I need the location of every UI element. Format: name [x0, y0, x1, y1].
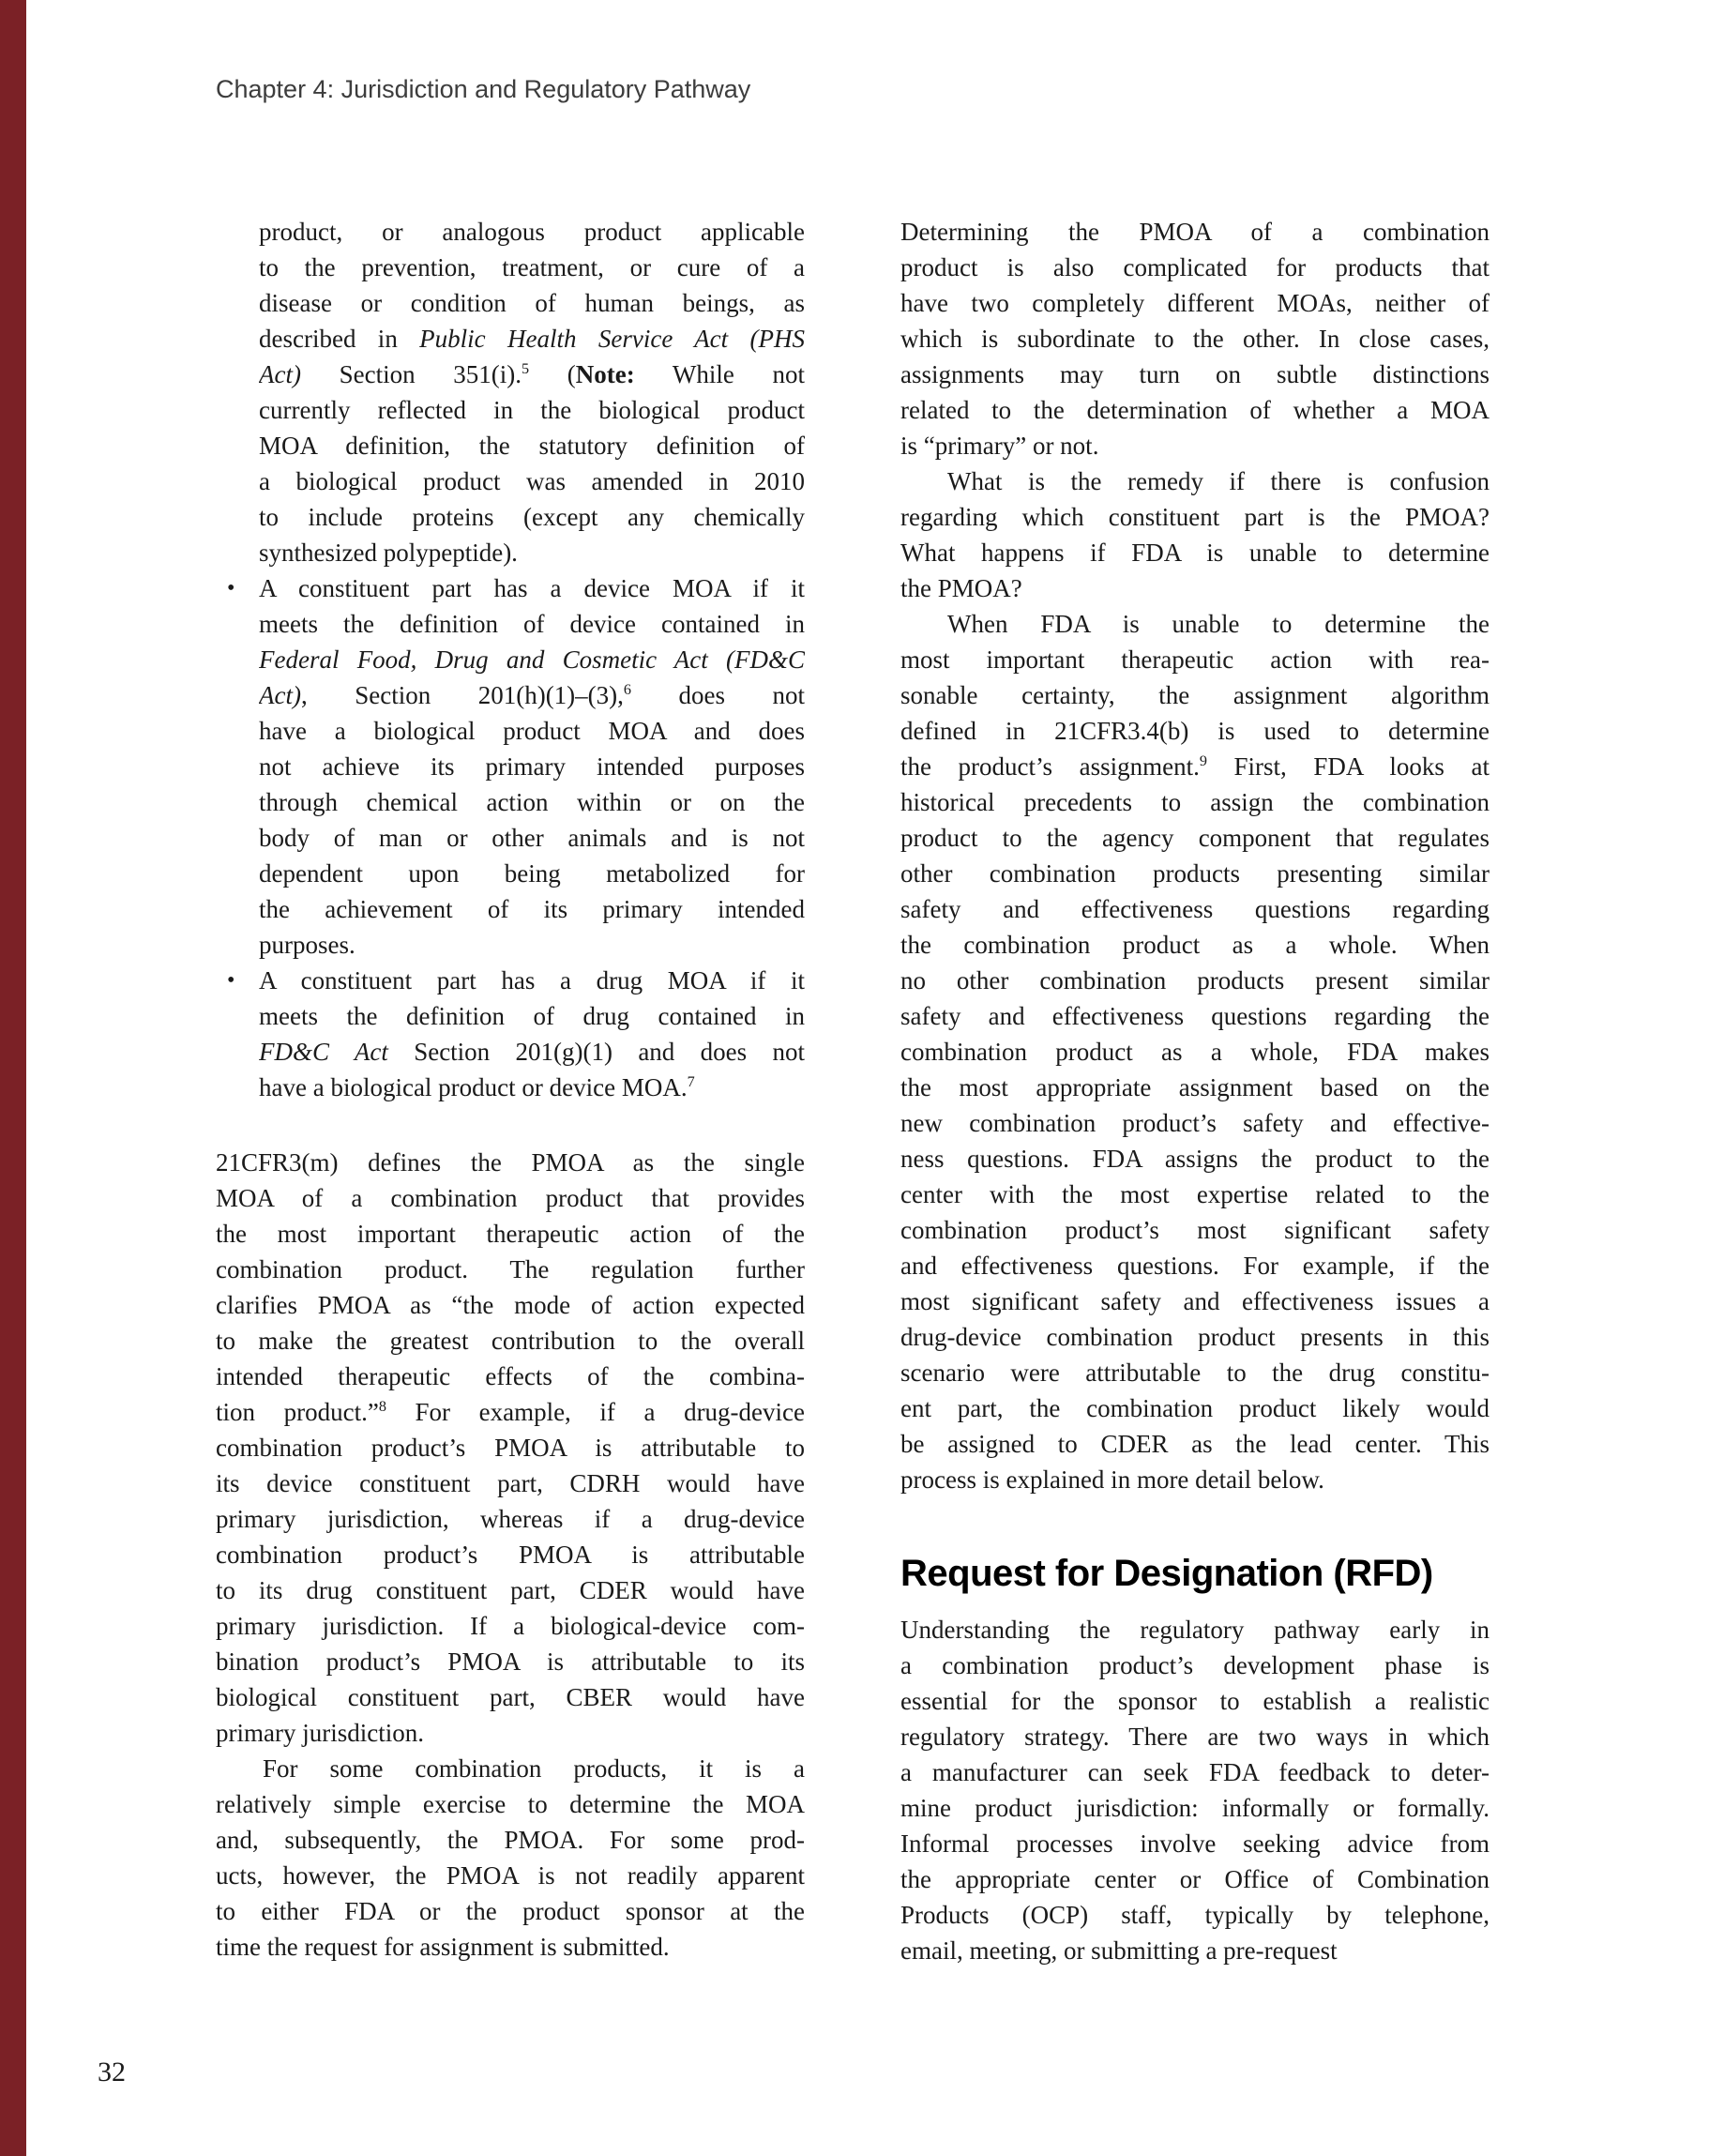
text-line: to either FDA or the product sponsor at the [216, 1897, 805, 1925]
text-line: described in Public Health Service Act (PHS [259, 325, 805, 353]
text-line: MOA definition, the statutory definition of [259, 432, 805, 460]
running-header: Chapter 4: Jurisdiction and Regulatory Pathway [216, 75, 751, 103]
text-line: related to the determination of whether a MOA [900, 396, 1490, 424]
text-line: primary jurisdiction. If a biological-device com- [216, 1612, 805, 1640]
text-line: mine product jurisdiction: informally or formally. [900, 1794, 1490, 1822]
text-line: safety and effectiveness questions regarding the [900, 1002, 1490, 1030]
right-column [900, 214, 1490, 1968]
paragraph-gap [900, 1497, 1490, 1552]
text-line: no other combination products present similar [900, 966, 1490, 994]
text-line: What is the remedy if there is confusion [947, 467, 1490, 495]
text-line: combination product. The regulation further [216, 1255, 805, 1283]
paragraph [900, 606, 1490, 1497]
text-line: meets the definition of drug contained in [259, 1002, 805, 1030]
text-line: its device constituent part, CDRH would have [216, 1469, 805, 1497]
text-line: Federal Food, Drug and Cosmetic Act (FD&C [259, 645, 805, 674]
text-line: relatively simple exercise to determine the MOA [216, 1790, 805, 1818]
text-line: time the request for assignment is submitted. [216, 1933, 670, 1961]
text-line: currently reflected in the biological product [259, 396, 805, 424]
text-line: the most important therapeutic action of the [216, 1220, 805, 1248]
page-number: 32 [98, 2057, 126, 2088]
text-line: scenario were attributable to the drug constitu- [900, 1359, 1490, 1387]
text-line: the achievement of its primary intended [259, 895, 805, 923]
bullet-item [216, 570, 805, 963]
text-line: process is explained in more detail below. [900, 1465, 1324, 1494]
text-line: ent part, the combination product likely would [900, 1394, 1490, 1422]
text-line: a combination product’s development phase is [900, 1651, 1490, 1679]
paragraph-gap [900, 1595, 1490, 1612]
text-line: bination product’s PMOA is attributable to its [216, 1647, 805, 1676]
text-line: the combination product as a whole. When [900, 931, 1490, 959]
text-line: a biological product was amended in 2010 [259, 467, 805, 495]
text-line: disease or condition of human beings, as [259, 289, 805, 317]
text-line: have two completely different MOAs, neither of [900, 289, 1490, 317]
text-line: 21CFR3(m) defines the PMOA as the single [216, 1148, 805, 1177]
text-line: primary jurisdiction. [216, 1719, 424, 1747]
paragraph-gap [216, 1105, 805, 1145]
text-line: MOA of a combination product that provides [216, 1184, 805, 1212]
text-line: clarifies PMOA as “the mode of action expected [216, 1291, 805, 1319]
text-line: the product’s assignment.$^9$ First, FDA looks at [900, 752, 1490, 781]
text-line: essential for the sponsor to establish a realistic [900, 1687, 1490, 1715]
text-line: Understanding the regulatory pathway early in [900, 1616, 1490, 1644]
text-line: drug-device combination product presents in this [900, 1323, 1490, 1351]
text-line: assignments may turn on subtle distinctions [900, 360, 1490, 388]
paragraph [900, 1612, 1490, 1968]
text-line: have a biological product MOA and does [259, 717, 805, 745]
text-line: When FDA is unable to determine the [947, 610, 1490, 638]
left-column [216, 214, 805, 1965]
text-line: What happens if FDA is unable to determine [900, 539, 1490, 567]
text-line: Act), Section 201(h)(1)–(3),$^6$ does not [259, 681, 805, 709]
text-line: FD&C Act Section 201(g)(1) and does not [259, 1038, 805, 1066]
text-line: synthesized polypeptide). [259, 539, 518, 567]
text-line: most significant safety and effectiveness issues a [900, 1287, 1490, 1315]
text-line: combination product’s PMOA is attributable to [216, 1434, 805, 1462]
text-line: Act) Section 351(i).$^5$ (Note: While not [259, 360, 805, 388]
text-line: body of man or other animals and is not [259, 824, 805, 852]
text-line: defined in 21CFR3.4(b) is used to determine [900, 717, 1490, 745]
text-line: sonable certainty, the assignment algorithm [900, 681, 1490, 709]
text-line: and, subsequently, the PMOA. For some prod- [216, 1826, 805, 1854]
text-line: combination product’s most significant safety [900, 1216, 1490, 1244]
bullet-icon: • [227, 576, 235, 600]
hanging-continuation [216, 214, 805, 570]
text-line: which is subordinate to the other. In close cases, [900, 325, 1490, 353]
text-line: historical precedents to assign the combination [900, 788, 1490, 816]
text-line: new combination product’s safety and effective- [900, 1109, 1490, 1137]
text-line: product, or analogous product applicable [259, 218, 805, 246]
bullet-icon: • [227, 968, 235, 993]
text-line: biological constituent part, CBER would have [216, 1683, 805, 1711]
text-line: primary jurisdiction, whereas if a drug-device [216, 1505, 805, 1533]
text-line: ness questions. FDA assigns the product to the [900, 1145, 1490, 1173]
text-line: A constituent part has a drug MOA if it [259, 966, 805, 994]
text-line: Determining the PMOA of a combination [900, 218, 1490, 246]
text-line: dependent upon being metabolized for [259, 859, 805, 888]
text-line: ucts, however, the PMOA is not readily apparent [216, 1861, 805, 1890]
text-line: combination product’s PMOA is attributable [216, 1541, 805, 1569]
text-line: the appropriate center or Office of Combination [900, 1865, 1490, 1893]
text-line: tion product.”$^8$ For example, if a drug-device [216, 1398, 805, 1426]
text-line: to the prevention, treatment, or cure of a [259, 253, 805, 281]
text-line: safety and effectiveness questions regarding [900, 895, 1490, 923]
text-line: and effectiveness questions. For example, if the [900, 1252, 1490, 1280]
text-line: combination product as a whole, FDA makes [900, 1038, 1490, 1066]
text-line: to its drug constituent part, CDER would have [216, 1576, 805, 1604]
text-line: meets the definition of device contained in [259, 610, 805, 638]
paragraph [900, 463, 1490, 606]
text-line: have a biological product or device MOA.$^7$ [259, 1073, 695, 1101]
text-line: Informal processes involve seeking advice from [900, 1830, 1490, 1858]
text-line: A constituent part has a device MOA if it [259, 574, 805, 602]
text-line: center with the most expertise related to the [900, 1180, 1490, 1208]
text-line: intended therapeutic effects of the combina- [216, 1362, 805, 1390]
text-line: the PMOA? [900, 574, 1022, 602]
text-line: regarding which constituent part is the PMOA? [900, 503, 1490, 531]
text-line: to make the greatest contribution to the overall [216, 1327, 805, 1355]
text-line: email, meeting, or submitting a pre-request [900, 1936, 1338, 1965]
text-line: be assigned to CDER as the lead center. This [900, 1430, 1490, 1458]
text-line: purposes. [259, 931, 355, 959]
text-line: to include proteins (except any chemically [259, 503, 805, 531]
text-line: regulatory strategy. There are two ways in which [900, 1723, 1490, 1751]
text-line: For some combination products, it is a [263, 1754, 805, 1783]
text-line: product is also complicated for products that [900, 253, 1490, 281]
paragraph [216, 1751, 805, 1965]
text-line: other combination products presenting similar [900, 859, 1490, 888]
text-line: the most appropriate assignment based on the [900, 1073, 1490, 1101]
section-heading: Request for Designation (RFD) [900, 1553, 1433, 1594]
text-line: Products (OCP) staff, typically by telephone, [900, 1901, 1490, 1929]
text-line: not achieve its primary intended purposes [259, 752, 805, 781]
chapter-edge-bar [0, 0, 26, 2156]
text-line: product to the agency component that regulates [900, 824, 1490, 852]
bullet-item [216, 963, 805, 1105]
text-line: through chemical action within or on the [259, 788, 805, 816]
text-line: most important therapeutic action with rea- [900, 645, 1490, 674]
paragraph [216, 1145, 805, 1751]
text-line: is “primary” or not. [900, 432, 1099, 460]
paragraph [900, 214, 1490, 463]
text-line: a manufacturer can seek FDA feedback to deter- [900, 1758, 1490, 1786]
